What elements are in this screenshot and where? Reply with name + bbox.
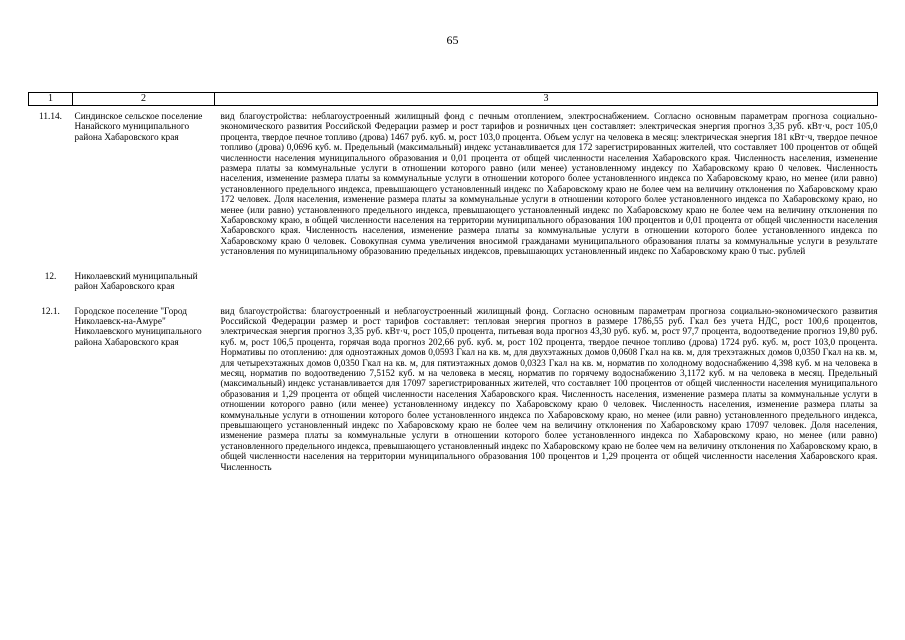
table-row xyxy=(29,301,878,482)
row-number: 11.14. xyxy=(39,112,62,122)
table-header-row xyxy=(29,93,878,106)
municipality-name: Городское поселение "Город Николаевск-на-Амуре" Николаевского муниципального района Хабаровского края xyxy=(74,306,202,348)
table-row xyxy=(29,266,878,301)
row-number: 12.1. xyxy=(41,306,60,317)
row-description: вид благоустройства: благоустроенный и неблагоустроенный жилищный фонд. Согласно основным параметрам прогноза социально-экономического развития Российской Федерации размер и рост тарифов составляет: тепловая энергия прогноз в размере 1786,55 руб. Гкал без учета НДС, рост 100,6 процентов, электрическая энергия прогноз 3,35 руб. кВт·ч, рост 105,0 процента, питьевая вода прогноз 43,30 руб. куб. м, рост 97,7 процента, водоотведение прогноз 19,80 руб. куб. м, рост 106,5 процента, горячая вода прогноз 202,66 руб. куб. м, рост 102 процента, твердое печное топливо (дрова) 1724 руб. куб. м, рост 103,0 процента. Нормативы по отоплению: для одноэтажных домов 0,0593 Гкал на кв. м, для двухэтажных домов 0,0608 Гкал на кв. м, для трехэтажных домов 0,0350 Гкал на кв. м, для четырехэтажных домов 0,0350 Гкал на кв. м, для пятиэтажных домов 0,0323 Гкал на кв. м, норматив по холодному водоснабжению 4,398 куб. м на человека в месяц, норматив по водоотведению 7,5152 куб. м на человека в месяц, норматив по горячему водоснабжению 3,1172 куб. м на человека в месяц. Предельный (максимальный) индекс устанавливается для 17097 зарегистрированных жителей, что составляет 100 процентов от общей численности населения муниципального образования и 1,29 процента от общей численности населения Хабаровского края. Численность населения, изменение размера платы за коммунальные услуги в отношении которого равно (или менее) установленному индексу по Хабаровскому краю 0 человек. Численность населения, изменение размера платы за коммунальные услуги в отношении которого более установленного индекса по Хабаровскому краю, но менее (или равно) установленного предельного индекса, превышающего установленный индекс по Хабаровскому краю не более чем на величину отклонения по Хабаровскому краю 17097 человек. Доля населения, изменение размера платы за коммунальные услуги в отношении которого более установленного индекса по Хабаровскому краю, но менее (или равно) установленного предельного индекса, превышающего установленный индекс по Хабаровскому краю не более чем на величину отклонения по Хабаровскому краю, в общей численности населения на территории муниципального образования 100 процентов и 1,29 процента от общей численности населения Хабаровского края. Численность xyxy=(220,306,878,473)
row-description: вид благоустройства: неблагоустроенный жилищный фонд с печным отоплением, электроснабжением. Согласно основным параметрам прогноза социально-экономического развития Российской Федерации размер и рост тарифов и розничных цен составляет: электрическая энергия прогноз 3,35 руб. кВт·ч, рост 105,0 процента, твердое печное топливо (дрова) 1467 руб. куб. м, рост 103,0 процента. Объем услуг на человека в месяц: электрическая энергия 181 кВт·ч, твердое печное топливо (дрова) 0,0696 куб. м. Предельный (максимальный) индекс устанавливается для 172 зарегистрированных жителей, что составляет 100 процентов от общей численности населения муниципального образования и 0,01 процента от общей численности населения Хабаровского края. Численность населения, изменение размера платы за коммунальные услуги в отношении которого равно (или менее) установленному индексу по Хабаровскому краю 0 человек. Численность населения, изменение размера платы за коммунальные услуги в отношении которого более установленного индекса по Хабаровскому краю, но менее (или равно) установленного предельного индекса, превышающего установленный индекс по Хабаровскому краю не более чем на величину отклонения по Хабаровскому краю 172 человек. Доля населения, изменение размера платы за коммунальные услуги в отношении которого более установленного индекса по Хабаровскому краю, но менее (или равно) установленного предельного индекса, превышающего установленный индекс по Хабаровскому краю не более чем на величину отклонения по Хабаровскому краю, в общей численности населения на территории муниципального образования 100 процентов и 0,01 процента от общей численности населения Хабаровского края. Численность населения, изменение размера платы за коммунальные услуги в отношении которого более установленного индекса по Хабаровскому краю 0 человек. Совокупная сумма увеличения вносимой гражданами муниципального образования платы за коммунальные услуги в результате установления по муниципальному образованию предельных индексов, превышающих установленный индекс по Хабаровскому краю 0 тыс. рублей xyxy=(220,112,878,258)
table-row xyxy=(29,106,878,266)
row-number: 12. xyxy=(44,271,57,282)
regional-index-table xyxy=(28,92,878,481)
column-header-1: 1 xyxy=(29,93,73,106)
column-header-3: 3 xyxy=(215,93,878,106)
municipality-name: Николаевский муниципальный район Хабаровского края xyxy=(74,271,198,293)
page-number: 65 xyxy=(446,33,459,47)
row-description xyxy=(215,266,878,301)
column-header-2: 2 xyxy=(73,93,215,106)
municipality-name: Синдинское сельское поселение Нанайского муниципального района Хабаровского края xyxy=(74,112,203,143)
